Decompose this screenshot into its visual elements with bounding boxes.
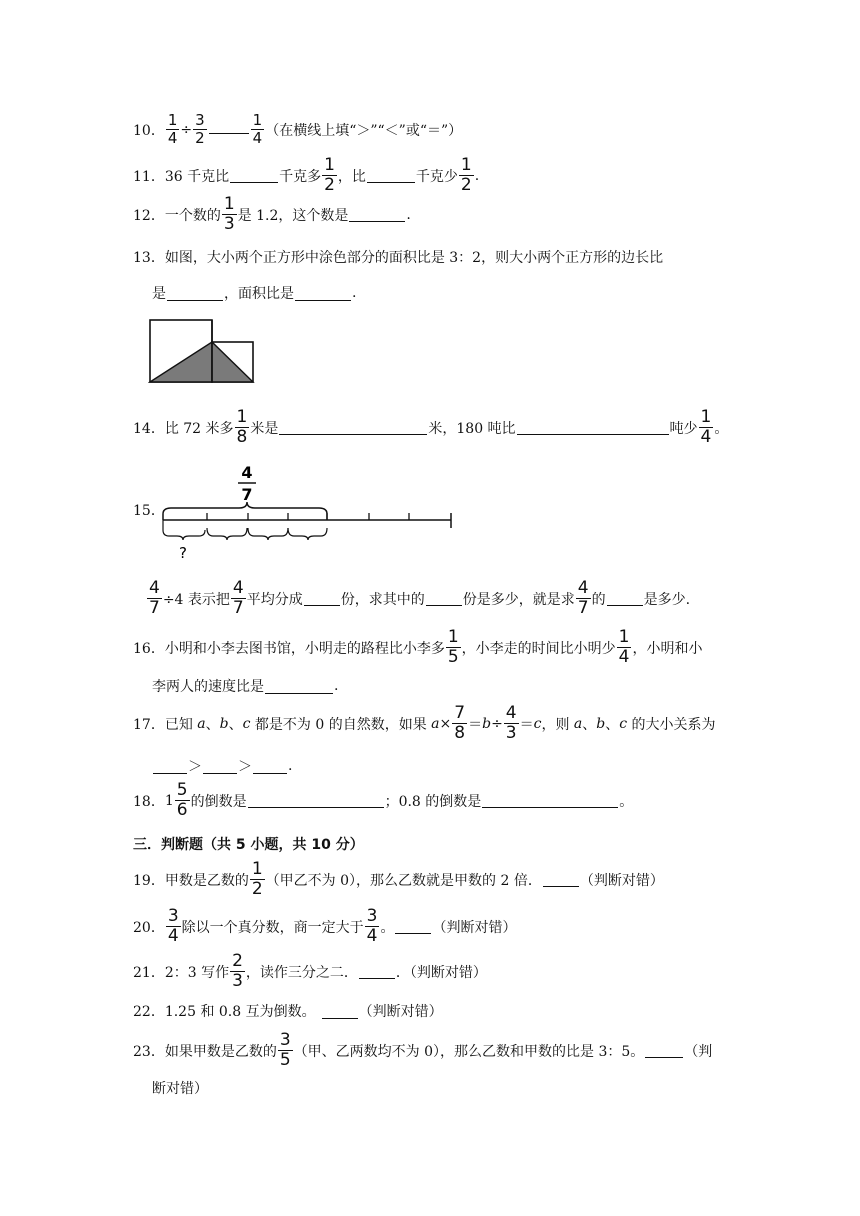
question-text: ÷4 表示把 <box>162 591 230 608</box>
answer-blank[interactable] <box>279 420 427 435</box>
answer-blank[interactable] <box>517 420 669 435</box>
question-text: 平均分成 <box>246 591 303 608</box>
question-text: 。 <box>380 919 395 936</box>
question-text: 甲数是乙数的 <box>164 872 249 889</box>
brace-numerator: 4 <box>241 463 253 482</box>
question-text: ，则 <box>541 716 574 733</box>
fraction: $\frac{1}{4}$ <box>167 111 178 147</box>
separator: 、 <box>582 716 597 733</box>
answer-blank[interactable] <box>253 759 287 774</box>
question-text: （判断对错） <box>358 1004 443 1020</box>
squares-figure <box>148 318 256 386</box>
fraction: $\frac{1}{2}$ <box>251 859 263 899</box>
question-text: 2：3 写作 <box>164 964 230 981</box>
question-20 <box>133 908 516 945</box>
question-10 <box>133 113 462 146</box>
fraction: $\frac{1}{2}$ <box>324 155 335 195</box>
question-text: （判 <box>684 1043 713 1060</box>
answer-blank[interactable] <box>482 793 618 808</box>
question-text: . <box>406 206 411 223</box>
answer-blank[interactable] <box>426 591 462 606</box>
instruction-text: （在横线上填“＞”“＜”或“＝”） <box>265 122 463 139</box>
answer-blank[interactable] <box>645 1043 683 1058</box>
equals-sign: ＝ <box>468 716 483 733</box>
bottom-brace-1 <box>163 520 205 540</box>
fraction: $\frac{1}{8}$ <box>236 407 248 447</box>
bottom-brace-3 <box>248 528 288 540</box>
question-text: 除以一个真分数，商一定大于 <box>181 919 364 936</box>
fraction: $\frac{1}{4}$ <box>618 627 630 667</box>
question-text: 。 <box>714 420 729 437</box>
greater-than-sign: ＞ <box>188 759 202 775</box>
question-text: 36 千克比 <box>164 168 230 185</box>
question-text: ，小明和小 <box>632 640 703 657</box>
answer-blank[interactable] <box>209 125 249 134</box>
question-number: 11． <box>133 168 165 185</box>
question-text: ，小李走的时间比小明少 <box>461 640 616 657</box>
answer-blank[interactable] <box>322 1004 358 1019</box>
answer-blank[interactable] <box>295 286 351 301</box>
bottom-brace-4 <box>288 528 327 540</box>
question-number: 12． <box>133 207 165 224</box>
question-number: 20． <box>133 919 165 936</box>
question-text: 份，求其中的 <box>340 591 425 608</box>
brace-denominator: 7 <box>241 485 253 504</box>
question-text: 是 <box>152 286 166 302</box>
variable-c: c <box>533 715 542 732</box>
question-number: 14． <box>133 420 165 437</box>
answer-blank[interactable] <box>367 168 415 183</box>
variable-a: a <box>431 715 440 732</box>
variable-b: b <box>482 715 492 732</box>
question-text: ．（判断对错） <box>395 964 487 981</box>
question-number: 23． <box>133 1043 165 1060</box>
question-text: （判断对错） <box>579 872 664 889</box>
question-number: 17． <box>133 716 165 733</box>
answer-blank[interactable] <box>543 872 579 887</box>
fraction: $\frac{3}{2}$ <box>195 111 205 147</box>
top-brace <box>163 502 327 520</box>
fraction: $\frac{7}{8}$ <box>454 703 466 743</box>
question-text: 份是多少，就是求 <box>462 591 575 608</box>
question-18 <box>133 782 633 819</box>
question-14 <box>133 409 728 446</box>
variable-c: c <box>619 715 628 732</box>
section-heading <box>133 834 364 854</box>
fraction: $\frac{4}{7}$ <box>232 578 244 618</box>
variable-b: b <box>596 715 606 732</box>
question-text: 。 <box>619 793 634 810</box>
question-text: 小明和小李去图书馆，小明走的路程比小李多 <box>164 640 445 657</box>
question-23-line-2 <box>152 1078 208 1098</box>
question-text: 千克多 <box>279 168 322 185</box>
question-text: 米，180 吨比 <box>428 420 516 437</box>
question-text: ，读作三分之二． <box>245 964 358 981</box>
question-19 <box>133 861 664 898</box>
answer-blank[interactable] <box>304 591 340 606</box>
question-text: . <box>334 678 339 694</box>
question-text: 如果甲数是乙数的 <box>164 1043 277 1060</box>
question-number: 13． <box>133 250 165 266</box>
question-text: 千克少 <box>415 168 458 185</box>
question-text: 如图，大小两个正方形中涂色部分的面积比是 3：2，则大小两个正方形的边长比 <box>164 250 664 266</box>
answer-blank[interactable] <box>248 793 384 808</box>
answer-blank[interactable] <box>359 964 395 979</box>
question-number: 21． <box>133 964 165 981</box>
question-number: 18． <box>133 793 165 810</box>
answer-blank[interactable] <box>607 591 643 606</box>
answer-blank[interactable] <box>153 759 187 774</box>
question-text: （甲、乙两数均不为 0），那么乙数和甲数的比是 3：5。 <box>293 1043 645 1060</box>
question-text: 一个数的 <box>164 207 221 224</box>
question-16-line-1 <box>133 629 702 666</box>
unknown-mark: ? <box>179 544 187 562</box>
fraction: $\frac{4}{7}$ <box>149 578 160 618</box>
answer-blank[interactable] <box>167 286 223 301</box>
question-22 <box>133 1001 443 1021</box>
question-text: ；0.8 的倒数是 <box>384 793 482 810</box>
fraction: $\frac{1}{3}$ <box>223 194 235 234</box>
question-17-line-2 <box>152 756 292 776</box>
divide-sign: ÷ <box>180 121 193 138</box>
fraction: $\frac{3}{5}$ <box>279 1030 291 1070</box>
question-number: 16． <box>133 640 165 657</box>
question-21 <box>133 953 487 990</box>
fraction: $\frac{1}{4}$ <box>252 111 263 147</box>
question-text: 比 72 米多 <box>164 420 234 437</box>
answer-blank[interactable] <box>349 207 405 222</box>
question-number: 10． <box>133 122 165 139</box>
question-text: 已知 <box>164 716 198 733</box>
variable-a: a <box>197 715 206 732</box>
question-13-line-1 <box>133 247 663 267</box>
times-sign: × <box>439 715 452 732</box>
fraction: $\frac{1}{4}$ <box>700 407 712 447</box>
question-text: 李两人的速度比是 <box>152 679 264 695</box>
answer-blank[interactable] <box>230 168 278 183</box>
equals-sign: ＝ <box>519 716 534 733</box>
fraction: $\frac{3}{4}$ <box>366 906 378 946</box>
question-16-line-2 <box>152 676 338 696</box>
question-12 <box>133 196 411 233</box>
answer-blank[interactable] <box>395 919 431 934</box>
fraction: $\frac{1}{2}$ <box>460 155 472 195</box>
divide-sign: ÷ <box>491 715 503 732</box>
fraction: $\frac{4}{3}$ <box>505 703 517 743</box>
question-23-line-1 <box>133 1032 712 1069</box>
separator: 、 <box>205 716 220 733</box>
question-text: 都是不为 0 的自然数，如果 <box>250 716 432 733</box>
fraction: $\frac{5}{6}$ <box>176 780 188 820</box>
question-text: 米是 <box>250 420 279 437</box>
greater-than-sign: ＞ <box>238 759 252 775</box>
question-text: （甲乙不为 0），那么乙数就是甲数的 2 倍． <box>265 872 542 889</box>
fraction: $\frac{4}{7}$ <box>577 578 589 618</box>
question-text: 吨少 <box>669 420 698 437</box>
mixed-number-whole: 1 <box>164 792 174 809</box>
fraction: $\frac{2}{3}$ <box>232 951 243 991</box>
question-text: 是 1.2，这个数是 <box>237 207 349 224</box>
question-number: 22． <box>133 1004 165 1020</box>
question-text: ，面积比是 <box>224 286 294 302</box>
separator: 、 <box>605 716 620 733</box>
question-text: . <box>352 285 357 301</box>
question-text: 断对错） <box>152 1081 208 1097</box>
question-text: 的倒数是 <box>190 793 247 810</box>
question-text: . <box>288 758 293 774</box>
separator: 、 <box>228 716 243 733</box>
section-title: 三．判断题（共 5 小题，共 10 分） <box>133 837 364 853</box>
fraction: $\frac{1}{5}$ <box>447 627 459 667</box>
question-13-line-2 <box>152 283 356 303</box>
question-text: . <box>474 167 480 184</box>
question-15-text <box>146 580 690 617</box>
question-text: 的 <box>591 591 606 608</box>
answer-blank[interactable] <box>203 759 237 774</box>
question-text: （判断对错） <box>432 919 517 936</box>
question-17-line-1 <box>133 705 716 742</box>
question-number: 19． <box>133 872 165 889</box>
variable-a: a <box>573 715 583 732</box>
question-number: 15． <box>133 503 165 519</box>
fraction: $\frac{3}{4}$ <box>167 906 179 946</box>
question-11 <box>133 157 479 194</box>
question-text: 是多少. <box>643 591 691 608</box>
answer-blank[interactable] <box>265 679 333 694</box>
question-text: ，比 <box>337 168 366 185</box>
segment-diagram <box>155 458 455 570</box>
variable-c: c <box>242 715 251 732</box>
bottom-brace-2 <box>207 528 247 540</box>
question-text: 1.25 和 0.8 互为倒数。 <box>164 1004 316 1020</box>
variable-b: b <box>219 715 229 732</box>
question-text: 的大小关系为 <box>627 716 716 733</box>
